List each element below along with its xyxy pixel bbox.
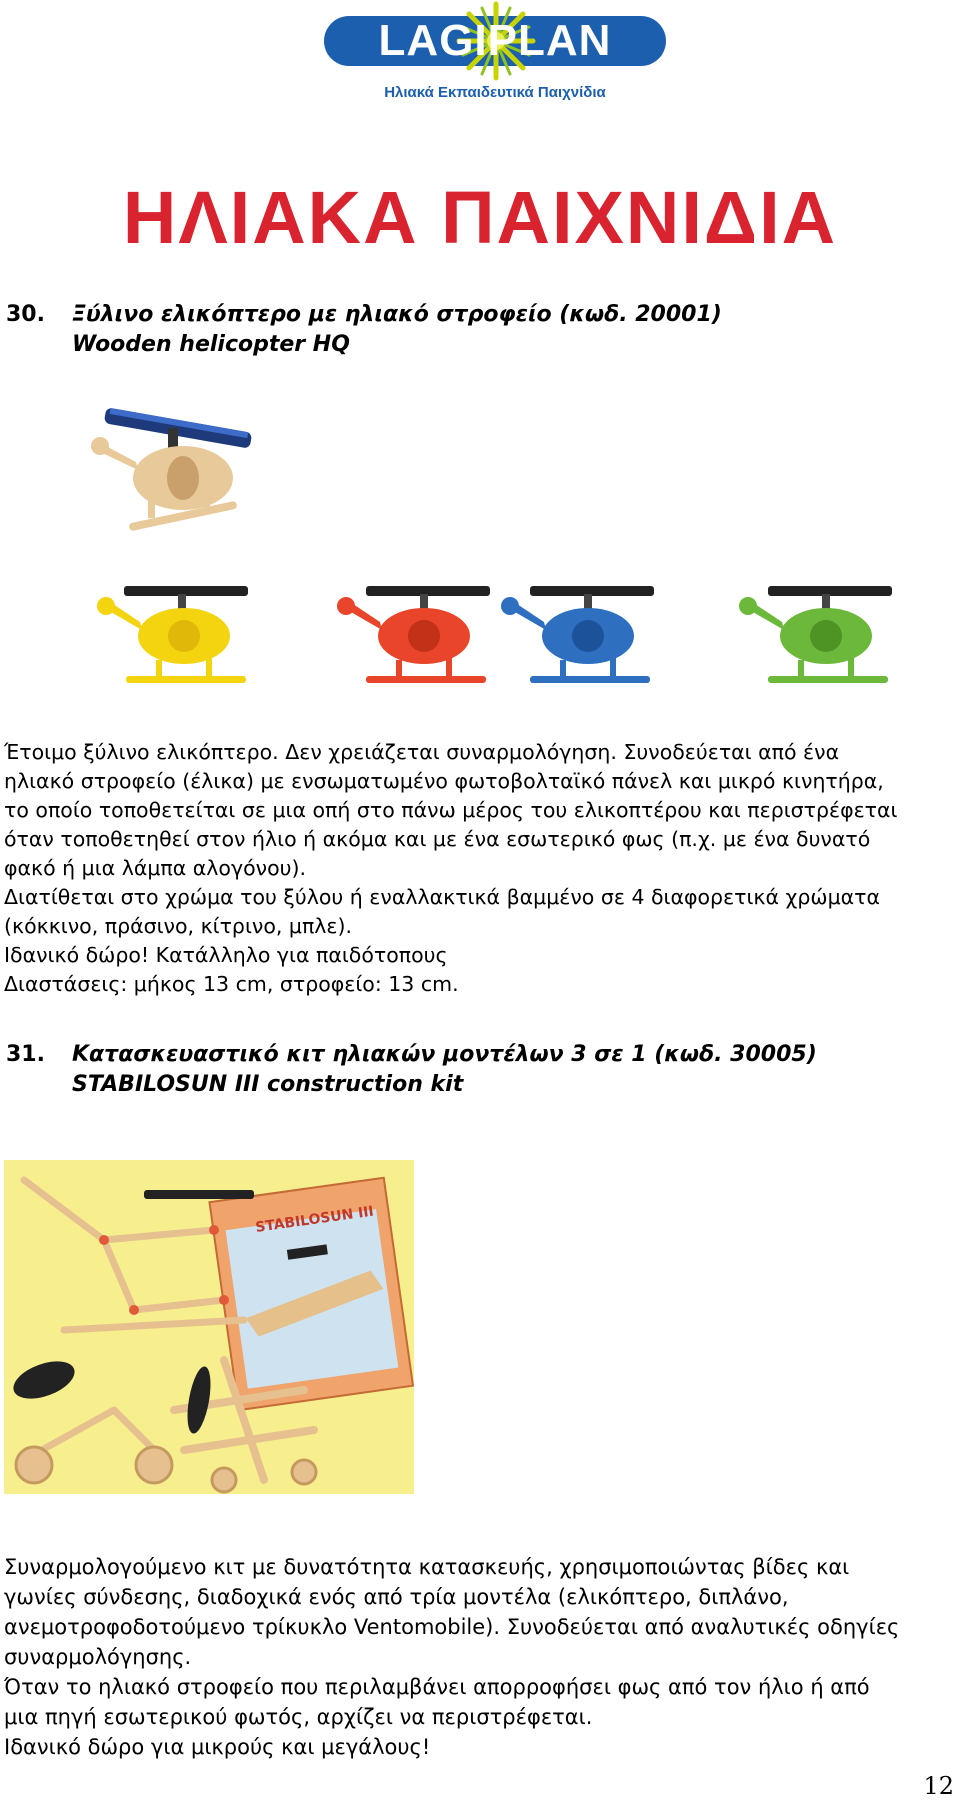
description-line: Όταν το ηλιακό στροφείο που περιλαμβάνει απορροφήσει φως από τον ήλιο ή από — [4, 1675, 870, 1699]
description-line: μια πηγή εσωτερικού φωτός, αρχίζει να περιστρέφεται. — [4, 1705, 593, 1729]
logo-tagline: Ηλιακά Εκπαιδευτικά Παιχνίδια — [384, 84, 606, 101]
kit-box-label: STABILOSUN III — [254, 1203, 375, 1236]
product-number: 30. — [6, 302, 45, 327]
product-title-english: Wooden helicopter HQ — [72, 332, 350, 357]
helicopter-red-image — [336, 568, 496, 698]
helicopter-natural-image — [88, 390, 258, 540]
helicopter-blue-image — [500, 568, 660, 698]
product-title-greek: Κατασκευαστικό κιτ ηλιακών μοντέλων 3 σε 1 (κωδ. 30005) — [72, 1042, 817, 1067]
description-line: Διατίθεται στο χρώμα του ξύλου ή εναλλακτικά βαμμένο σε 4 διαφορετικά χρώματα — [4, 885, 880, 909]
logo-text: LAGIPLAN — [378, 16, 612, 65]
product-number: 31. — [6, 1042, 45, 1067]
page-title: ΗΛΙΑΚΑ ΠΑΙΧΝΙΔΙΑ — [122, 176, 838, 259]
description-line: ανεμοτροφοδοτούμενο τρίκυκλο Ventomobile). Συνοδεύεται από αναλυτικές οδηγίες — [4, 1615, 900, 1639]
product-description — [4, 1552, 956, 1762]
description-line: Διαστάσεις: μήκος 13 cm, στροφείο: 13 cm. — [4, 972, 459, 996]
description-line: (κόκκινο, πράσινο, κίτρινο, μπλε). — [4, 914, 353, 938]
construction-kit-image — [4, 1160, 414, 1494]
description-line: Συναρμολογούμενο κιτ με δυνατότητα κατασκευής, χρησιμοποιώντας βίδες και — [4, 1555, 850, 1579]
description-line: φακό ή μια λάμπα αλογόνου). — [4, 856, 306, 880]
description-line: όταν τοποθετηθεί στον ήλιο ή ακόμα και με ένα εσωτερικό φως (π.χ. με ένα δυνατό — [4, 827, 871, 851]
description-line: ηλιακό στροφείο (έλικα) με ενσωματωμένο φωτοβολταϊκό πάνελ και μικρό κινητήρα, — [4, 769, 884, 793]
description-line: γωνίες σύνδεσης, διαδοχικά ενός από τρία μοντέλα (ελικόπτερο, διπλάνο, — [4, 1585, 789, 1609]
page-number: 12 — [923, 1772, 954, 1800]
helicopter-yellow-image — [96, 568, 256, 698]
product-title-greek: Ξύλινο ελικόπτερο με ηλιακό στροφείο (κωδ. 20001) — [72, 302, 722, 327]
product-title-english: STABILOSUN III construction kit — [72, 1072, 464, 1097]
helicopter-green-image — [738, 568, 898, 698]
description-line: Ιδανικό δώρο για μικρούς και μεγάλους! — [4, 1735, 431, 1759]
product-description — [4, 738, 956, 999]
description-line: το οποίο τοποθετείται σε μια οπή στο πάνω μέρος του ελικοπτέρου και περιστρέφεται — [4, 798, 898, 822]
description-line: Έτοιμο ξύλινο ελικόπτερο. Δεν χρειάζεται συναρμολόγηση. Συνοδεύεται από ένα — [4, 740, 840, 764]
description-line: Ιδανικό δώρο! Κατάλληλο για παιδότοπους — [4, 943, 448, 967]
brand-logo — [320, 0, 670, 112]
description-line: συναρμολόγησης. — [4, 1645, 192, 1669]
